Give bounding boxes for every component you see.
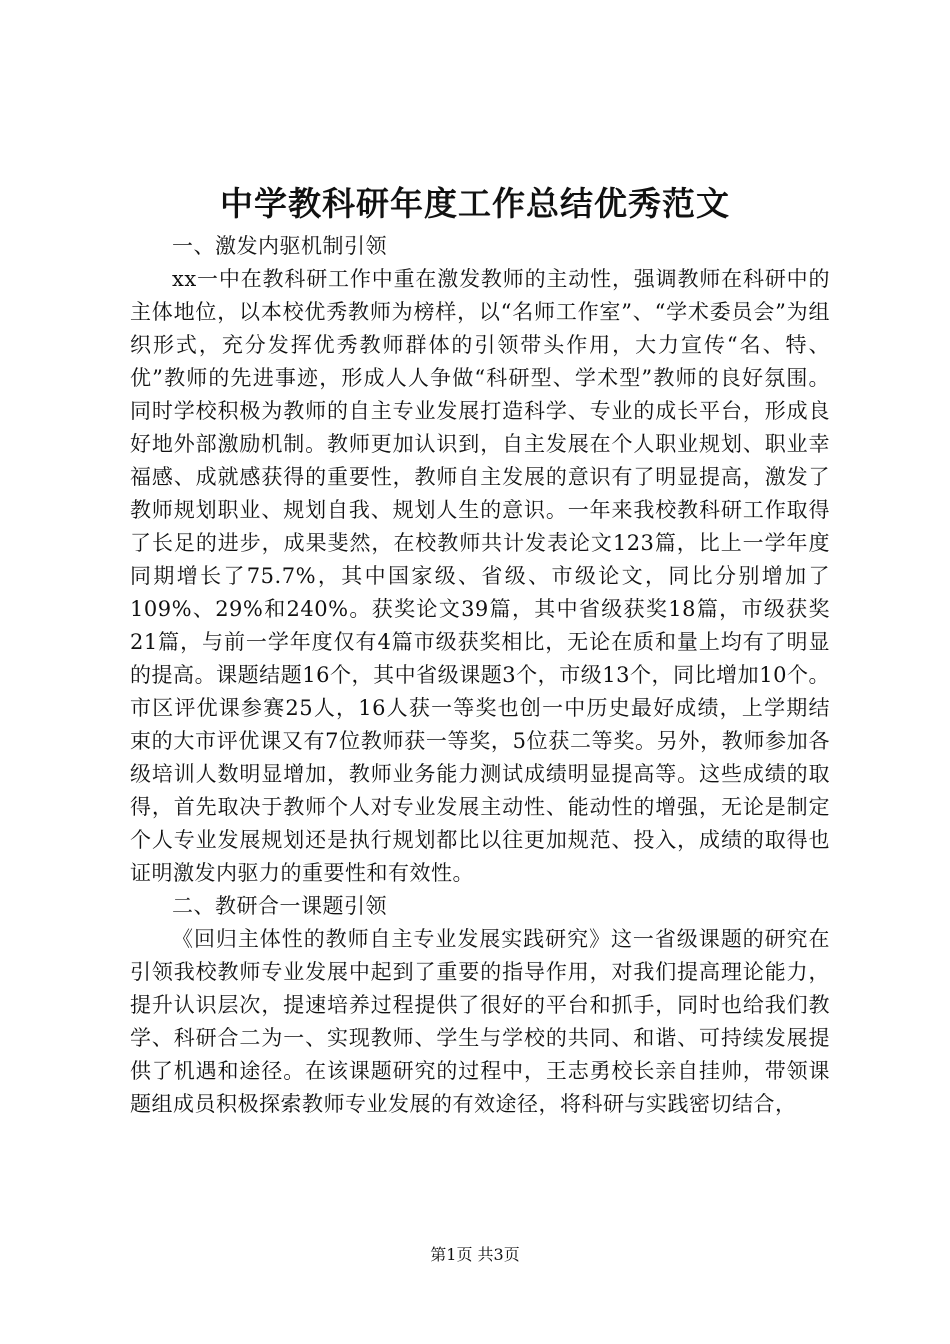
document-title: 中学教科研年度工作总结优秀范文 <box>220 184 730 223</box>
section-paragraph-1: xx一中在教科研工作中重在激发教师的主动性，强调教师在科研中的主体地位，以本校优秀教师为榜样，以“名师工作室”、“学术委员会”为组织形式，充分发挥优秀教师群体的引领带头作用，大力宣传“名、特、优”教师的先进事迹，形成人人争做“科研型、学术型”教师的良好氛围。同时学校积极为教师的自主专业发展打造科学、专业的成长平台，形成良好地外部激励机制。教师更加认识到，自主发展在个人职业规划、职业幸福感、成就感获得的重要性，教师自主发展的意识有了明显提高，激发了教师规划职业、规划自我、规划人生的意识。一年来我校教科研工作取得了长足的进步，成果斐然，在校教师共计发表论文123篇，比上一学年度同期增长了75.7%，其中国家级、省级、市级论文，同比分别增加了109%、29%和240%。获奖论文39篇，其中省级获奖18篇，市级获奖21篇，与前一学年度仅有4篇市级获奖相比，无论在质和量上均有了明显的提高。课题结题16个，其中省级课题3个，市级13个，同比增加10个。市区评优课参赛25人，16人获一等奖也创一中历史最好成绩，上学期结束的大市评优课又有7位教师获一等奖，5位获二等奖。另外，教师参加各级培训人数明显增加，教师业务能力测试成绩明显提高等。这些成绩的取得，首先取决于教师个人对专业发展主动性、能动性的增强，无论是制定个人专业发展规划还是执行规划都比以往更加规范、投入，成绩的取得也证明激发内驱力的重要性和有效性。 <box>130 267 830 885</box>
section-heading-1: 一、激发内驱机制引领 <box>172 234 387 258</box>
section-paragraph-2: 《回归主体性的教师自主专业发展实践研究》这一省级课题的研究在引领我校教师专业发展中起到了重要的指导作用，对我们提高理论能力，提升认识层次，提速培养过程提供了很好的平台和抓手，同时也给我们教学、科研合二为一、实现教师、学生与学校的共同、和谐、可持续发展提供了机遇和途径。在该课题研究的过程中，王志勇校长亲自挂帅，带领课题组成员积极探索教师专业发展的有效途径，将科研与实践密切结合， <box>130 927 830 1116</box>
document-body <box>130 230 830 1121</box>
section-heading-2: 二、教研合一课题引领 <box>172 894 387 918</box>
page-number-footer: 第1页 共3页 <box>430 1245 520 1264</box>
